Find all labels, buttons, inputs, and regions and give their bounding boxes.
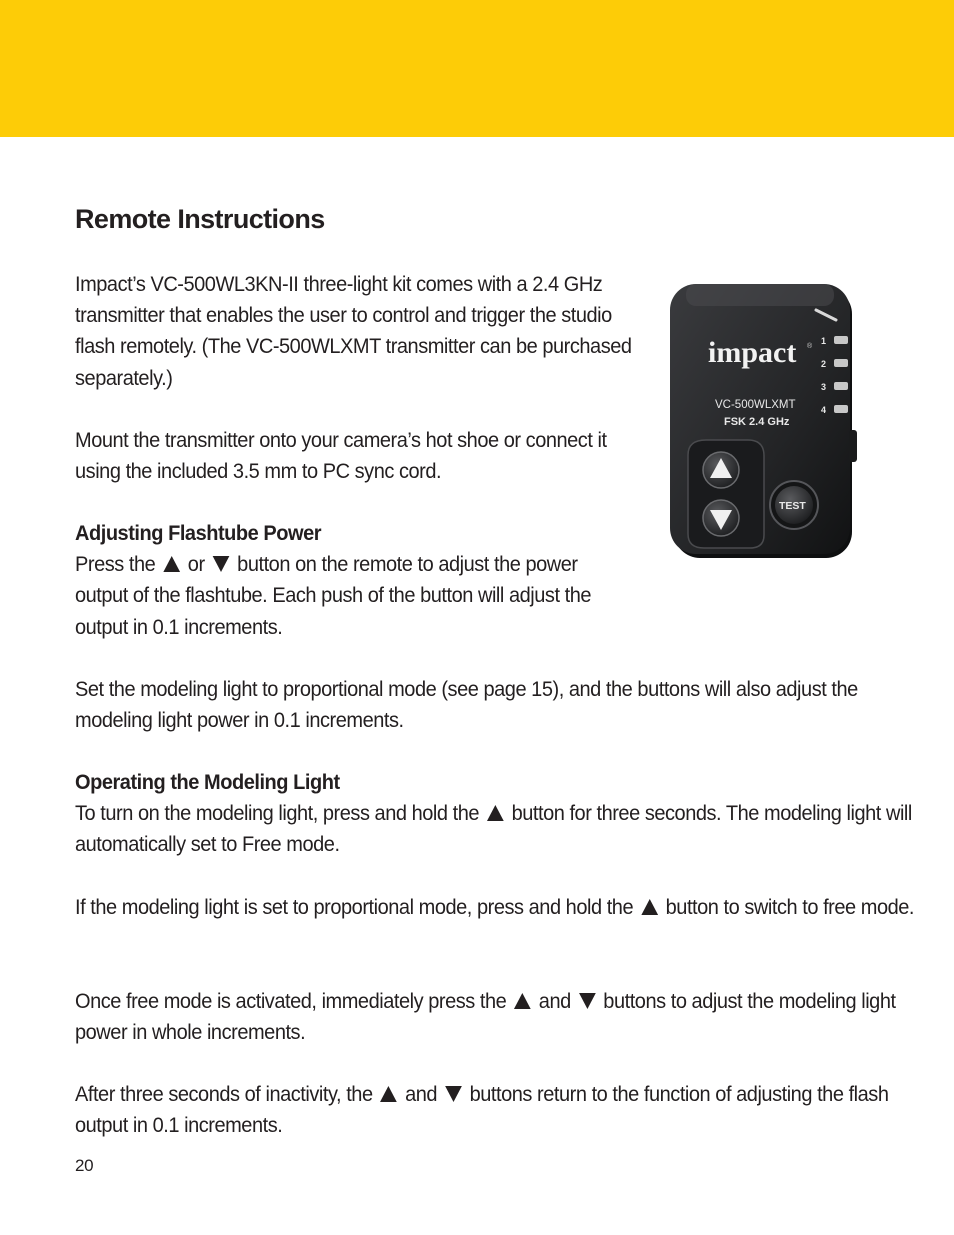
flashtube-heading: Adjusting Flashtube Power: [75, 521, 322, 545]
svg-text:1: 1: [821, 336, 827, 346]
channel-led: [834, 336, 848, 344]
transmitter-photo: [666, 280, 862, 565]
down-arrow-icon: [445, 1086, 462, 1102]
page-title: Remote Instructions: [75, 204, 325, 234]
proportional-mode-paragraph: Set the modeling light to proportional mode (see page 15), and the buttons will also adjust the modeling light power in 0.1 increments.: [75, 677, 858, 733]
device-model: VC-500WLXMT: [715, 399, 796, 411]
svg-text:4: 4: [821, 405, 827, 415]
registered-mark: ®: [807, 343, 813, 350]
svg-text:2: 2: [821, 359, 827, 369]
up-arrow-icon: [641, 899, 658, 915]
up-arrow-icon: [487, 805, 504, 821]
up-arrow-icon: [163, 556, 180, 572]
device-brand: impact: [708, 336, 797, 369]
test-button-label: TEST: [779, 500, 806, 512]
flashtube-section: Adjusting Flashtube Power Press the or button on the remote to adjust the power output of the flashtube. Each push of the button will adjust the output in 0.1 increments.: [75, 521, 592, 639]
intro-paragraph-2: Mount the transmitter onto your camera’s hot shoe or connect it using the included 3.5 mm to PC sync cord.: [75, 428, 607, 484]
page-number: 20: [75, 1156, 94, 1175]
up-arrow-icon: [514, 993, 531, 1009]
device-top-edge: [686, 284, 834, 306]
modeling-section: Operating the Modeling Light To turn on the modeling light, press and hold the button for three seconds. The modeling light will automatically set to Free mode.: [75, 770, 912, 857]
channel-led: [834, 359, 848, 367]
intro-paragraph-1: Impact’s VC-500WL3KN-II three-light kit comes with a 2.4 GHz transmitter that enables the user to control and trigger the studio flash remotely. (The VC-500WLXMT transmitter can be purchased separately.): [75, 272, 632, 390]
modeling-paragraph-4: After three seconds of inactivity, the and buttons return to the function of adjusting the flash output in 0.1 increments.: [75, 1082, 889, 1138]
down-arrow-icon: [213, 556, 230, 572]
modeling-paragraph-3: Once free mode is activated, immediately press the and buttons to adjust the modeling light power in whole increments.: [75, 989, 896, 1045]
header-color-band: [0, 0, 954, 137]
channel-led: [834, 382, 848, 390]
channel-led: [834, 405, 848, 413]
modeling-heading: Operating the Modeling Light: [75, 770, 340, 794]
svg-text:3: 3: [821, 382, 827, 392]
down-arrow-icon: [579, 993, 596, 1009]
up-arrow-icon: [380, 1086, 397, 1102]
device-spec: FSK 2.4 GHz: [724, 416, 790, 428]
side-port: [849, 430, 857, 462]
modeling-paragraph-2: If the modeling light is set to proportional mode, press and hold the button to switch to free mode.: [75, 895, 915, 919]
